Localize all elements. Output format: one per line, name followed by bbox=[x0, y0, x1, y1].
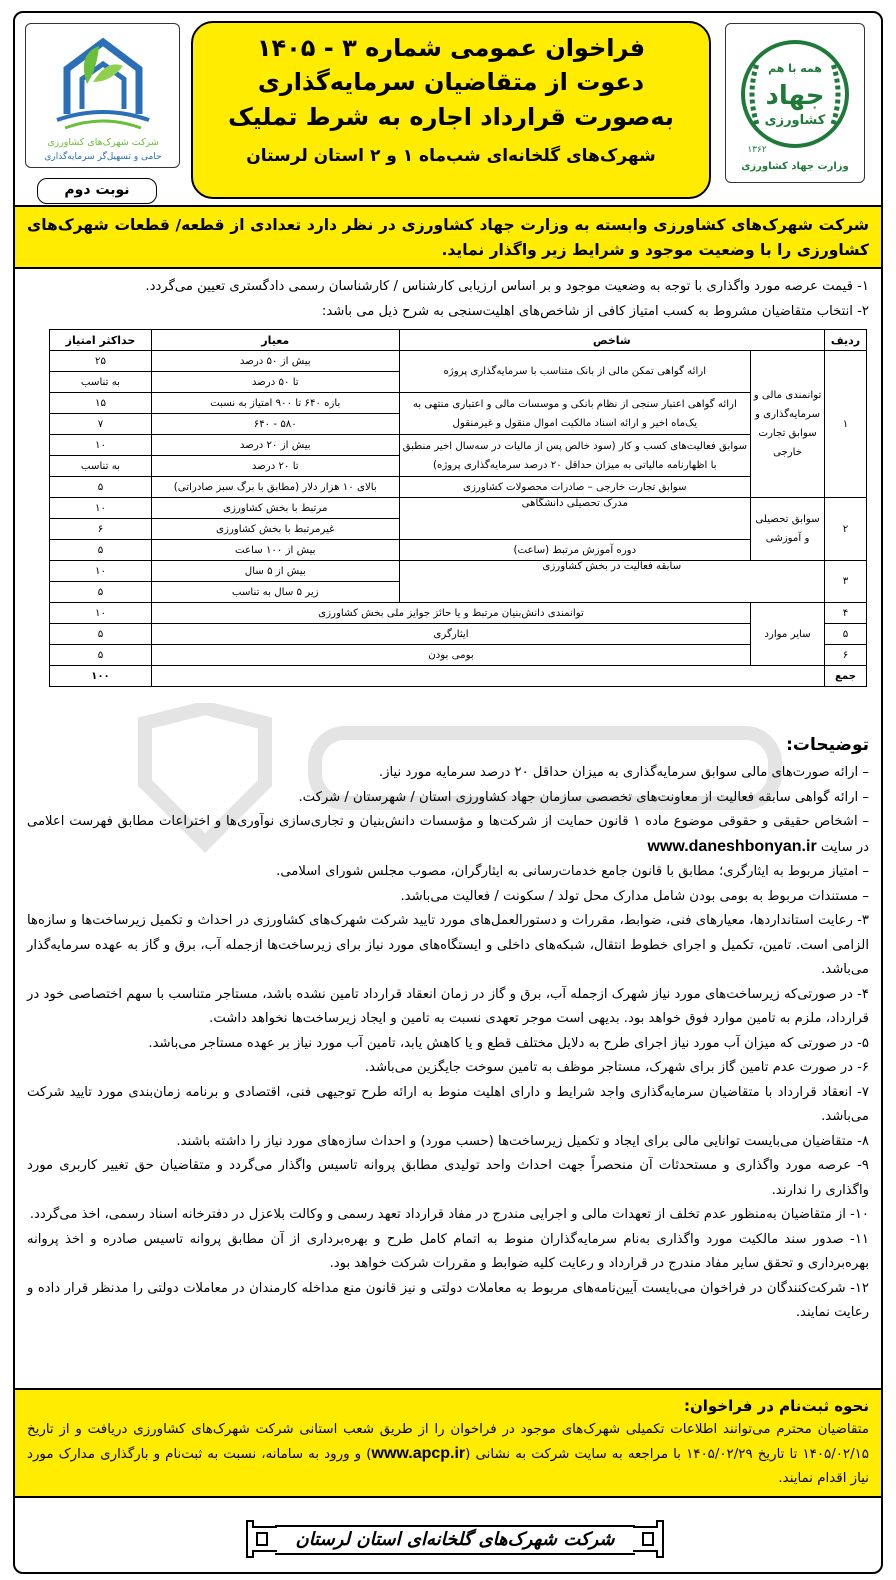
row-number: ۵ bbox=[825, 624, 867, 645]
row-criterion: بیش از ۲۰ درصد bbox=[151, 435, 399, 456]
towns-subtitle: شهرک‌های گلخانه‌ای شب‌ماه ۱ و ۲ استان لرستان bbox=[246, 146, 656, 166]
svg-text:همه با هم: همه با هم bbox=[768, 62, 822, 75]
table-row bbox=[50, 351, 867, 372]
row-criterion: بالای ۱۰ هزار دلار (مطابق با برگ سبز صادراتی) bbox=[151, 477, 399, 498]
condition-12: ۱۲- شرکت‌کنندگان در فراخوان می‌بایست آیین‌نامه‌های مربوط به معاملات دولتی و نیز قانون منع مداخله کارمندان در معاملات دولتی را مدنظر قرار داده و رعایت نمایند. bbox=[27, 1280, 869, 1320]
condition-11: ۱۱- صدور سند مالکیت مورد واگذاری به‌نام سرمایه‌گذاران منوط به اتمام کامل طرح و بهره‌برداری از آن مطابق پروانه تاسیس صادره و اخذ پروانه بهره‌برداری و تحقق سایر مفاد مندرج در قرارداد و رعایت کلیه ضوابط و مقررات شرکت خواهد بود. bbox=[27, 1231, 869, 1271]
registration-body: متقاضیان محترم می‌توانند اطلاعات تکمیلی شهرک‌های موجود در فراخوان را از طریق شعب استانی شرکت شهرک‌های کشاورزی دریافت و از تاریخ ۱۴۰۵/۰۲/۱۵ تا تاریخ ۱۴۰۵/۰۲/۲۹ با مراجعه به سایت شرکت به نشانی (www.apcp.ir) و ورود به سامانه، نسبت به ثبت‌نام و بارگذاری مدارک مورد نیاز اقدام نمایند. bbox=[27, 1422, 869, 1486]
jahad-emblem-icon bbox=[727, 24, 864, 181]
row-criterion: بیش از ۱۰۰ ساعت bbox=[151, 540, 399, 561]
row-criterion: بیش از ۵۰ درصد bbox=[151, 351, 399, 372]
table-row bbox=[50, 624, 867, 645]
note-4: – امتیاز مربوط به ایثارگری؛ مطابق با قانون جامع خدمات‌رسانی به ایثارگران، مصوب مجلس شورای اسلامی. bbox=[276, 864, 869, 879]
announcement-number: فراخوان عمومی شماره ۳ - ۱۴۰۵ bbox=[256, 34, 646, 62]
ornament-left-icon bbox=[245, 1517, 279, 1561]
row-index: سوابق فعالیت‌های کسب و کار (سود خالص پس از مالیات در سه‌سال اخیر منطبق با اظهارنامه مالیاتی به میزان حداقل ۲۰ درصد سرمایه‌گذاری پروژه) bbox=[399, 435, 750, 477]
row-criterion: بازه ۶۴۰ تا ۹۰۰ امتیاز به نسبت bbox=[151, 393, 399, 414]
condition-5: ۵- در صورتی که میزان آب مورد نیاز اجرای طرح به دلایل مختلف قطع و یا کاهش یابد، تامین آب مورد نیاز بر عهده مستاجر می‌باشد. bbox=[148, 1035, 869, 1051]
table-header-row bbox=[50, 330, 867, 351]
daneshbonyan-link[interactable]: www.daneshbonyan.ir bbox=[647, 837, 817, 855]
row-number: ۱ bbox=[825, 351, 867, 498]
table-row bbox=[50, 435, 867, 456]
announcement-page bbox=[13, 11, 883, 1574]
row-index: ارائه گواهی تمکن مالی از بانک متناسب با سرمایه‌گذاری پروژه bbox=[399, 351, 750, 393]
row-max-score: ۱۰ bbox=[50, 435, 152, 456]
row-index: ایثارگری bbox=[151, 624, 750, 645]
row-max-score: ۱۰ bbox=[50, 498, 152, 519]
row-number: ۶ bbox=[825, 645, 867, 666]
total-spacer bbox=[151, 666, 824, 687]
note-5: – مستندات مربوط به بومی بودن شامل مدارک محل تولد / سکونت / فعالیت می‌باشد. bbox=[400, 888, 869, 904]
notes-and-conditions bbox=[15, 761, 881, 1326]
row-index: مدرک تحصیلی دانشگاهی bbox=[399, 498, 750, 540]
row-max-score: ۱۵ bbox=[50, 393, 152, 414]
header bbox=[15, 13, 881, 199]
svg-text:شرکت شهرک‌های کشاورزی: شرکت شهرک‌های کشاورزی bbox=[47, 137, 159, 148]
clause-1: ۱- قیمت عرصه مورد واگذاری با توجه به وضعیت موجود و بر اساس ارزیابی کارشناس / کارشناسان رسمی دادگستری تعیین می‌گردد. bbox=[145, 279, 869, 294]
row-criterion: ۵۸۰ - ۶۴۰ bbox=[151, 414, 399, 435]
row-index: سوابق تجارت خارجی – صادرات محصولات کشاورزی bbox=[399, 477, 750, 498]
note-3 bbox=[27, 810, 869, 860]
row-max-score: ۵ bbox=[50, 582, 152, 603]
header-radif: ردیف bbox=[825, 330, 867, 351]
row-index: ارائه گواهی اعتبار سنجی از نظام بانکی و موسسات مالی و اعتباری منتهی به یک‌ماه اخیر و ارائه اسناد مالکیت اموال منقول و غیرمنقول bbox=[399, 393, 750, 435]
contract-type-title: به‌صورت قرارداد اجاره به شرط تملیک bbox=[228, 103, 674, 131]
jahad-keshavarzi-logo bbox=[725, 23, 865, 183]
row-max-score: به تناسب bbox=[50, 372, 152, 393]
table-row bbox=[50, 477, 867, 498]
svg-text:وزارت جهاد کشاورزی: وزارت جهاد کشاورزی bbox=[741, 161, 849, 172]
condition-9: ۹- عرصه مورد واگذاری و مستحدثات آن منحصراً جهت احداث واحد تولیدی مطابق پروانه تاسیس واگذار می‌گردد و متقاضیان حق تغییر کاربری مورد واگذاری را ندارند. bbox=[27, 1158, 869, 1198]
row-index: دوره آموزش مرتبط (ساعت) bbox=[399, 540, 750, 561]
row-max-score: ۵ bbox=[50, 645, 152, 666]
condition-4: ۴- در صورتی‌که زیرساخت‌های مورد نیاز شهرک ازجمله آب، برق و گاز در زمان انعقاد قرارداد تامین نشده باشد، مستاجر متناسب با سهم اختصاصی خود در قرارداد، ملزم به تامین موارد فوق خواهد بود. بدیهی است موجر تعهدی نسبت به تامین و ایجاد زیرساخت‌ها نخواهد داشت. bbox=[27, 986, 869, 1026]
row-category: سایر موارد bbox=[751, 603, 825, 666]
row-criterion: مرتبط با بخش کشاورزی bbox=[151, 498, 399, 519]
table-row bbox=[50, 645, 867, 666]
row-max-score: ۶ bbox=[50, 519, 152, 540]
intro-paragraph: شرکت شهرک‌های کشاورزی وابسته به وزارت جهاد کشاورزی در نظر دارد تعدادی از قطعه/ قطعات شهرک‌های کشاورزی را با وضعیت موجود و شرایط زیر واگذار نماید. bbox=[15, 205, 881, 269]
row-max-score: به تناسب bbox=[50, 456, 152, 477]
svg-text:کشاورزی: کشاورزی bbox=[764, 113, 826, 128]
row-category: توانمندی مالی و سرمایه‌گذاری و سوابق تجارت خارجی bbox=[751, 351, 825, 498]
registration-section bbox=[15, 1388, 881, 1498]
table-row bbox=[50, 540, 867, 561]
row-max-score: ۷ bbox=[50, 414, 152, 435]
table-row bbox=[50, 498, 867, 519]
svg-text:جهاد: جهاد bbox=[765, 81, 825, 111]
table-total-row bbox=[50, 666, 867, 687]
invitation-title: دعوت از متقاضیان سرمایه‌گذاری bbox=[257, 68, 645, 96]
note-1: – ارائه صورت‌های مالی سوابق سرمایه‌گذاری به میزان حداقل ۲۰ درصد سرمایه مورد نیاز. bbox=[378, 765, 869, 780]
footer-company-name: شرکت شهرک‌های گلخانه‌ای استان لرستان bbox=[295, 1529, 615, 1550]
clauses-1-2 bbox=[15, 275, 881, 324]
ornament-right-icon bbox=[631, 1517, 665, 1561]
row-max-score: ۵ bbox=[50, 624, 152, 645]
condition-8: ۸- متقاضیان می‌بایست توانایی مالی برای ایجاد و تکمیل زیرساخت‌ها (حسب مورد) و احداث سازه‌های مورد نیاز را داشته باشند. bbox=[176, 1133, 869, 1149]
total-label: جمع bbox=[825, 666, 867, 687]
round-badge: نوبت دوم bbox=[37, 178, 157, 204]
registration-text-2: و ورود به سامانه، نسبت به ثبت‌نام و بارگذاری مدارک مورد نیاز اقدام نمایند. bbox=[27, 1447, 869, 1486]
condition-6: ۶- در صورت عدم تامین گاز برای شهرک، مستاجر موظف به تامین سوخت جایگزین می‌باشد. bbox=[364, 1060, 869, 1075]
total-value: ۱۰۰ bbox=[50, 666, 152, 687]
row-number: ۳ bbox=[825, 561, 867, 603]
condition-7: ۷- انعقاد قرارداد با متقاضیان سرمایه‌گذاری واجد شرایط و دارای اهلیت منوط به ارائه طرح توجیهی فنی، اقتصادی و برنامه زمان‌بندی مورد تایید شرکت می‌باشد. bbox=[27, 1084, 869, 1124]
svg-text:۱۳۶۲: ۱۳۶۲ bbox=[747, 145, 767, 155]
header-max-score: حداکثر امتیاز bbox=[50, 330, 152, 351]
registration-text-1: متقاضیان محترم می‌توانند اطلاعات تکمیلی شهرک‌های موجود در فراخوان را از طریق شعب استانی شرکت شهرک‌های کشاورزی دریافت و از تاریخ ۱۴۰۵/۰۲/۱۵ تا تاریخ ۱۴۰۵/۰۲/۲۹ با مراجعه به سایت شرکت به نشانی bbox=[27, 1422, 869, 1462]
header-criterion: معیار bbox=[151, 330, 399, 351]
condition-3: ۳- رعایت استانداردها، معیارهای فنی، ضوابط، مقررات و دستورالعمل‌های مورد تایید شرکت شهرک‌های کشاورزی در احداث و تکمیل زیرساخت‌ها و سازه‌ها الزامی است. تامین، تکمیل و اجرای خطوط انتقال، شبکه‌های داخلی و ایستگاه‌های مورد نیاز برای زیرساخت‌ها ازجمله آب، برق و گاز به عهده سرمایه‌گذار می‌باشد. bbox=[27, 913, 869, 977]
eligibility-criteria-table bbox=[49, 329, 867, 687]
registration-title: نحوه ثبت‌نام در فراخوان: bbox=[683, 1397, 869, 1415]
note-2: – ارائه گواهی سابقه فعالیت از معاونت‌های تخصصی سازمان جهاد کشاورزی استان / شهرستان / شرکت. bbox=[298, 789, 869, 805]
row-max-score: ۵ bbox=[50, 540, 152, 561]
row-max-score: ۱۰ bbox=[50, 603, 152, 624]
row-criterion: غیرمرتبط با بخش کشاورزی bbox=[151, 519, 399, 540]
table-row bbox=[50, 603, 867, 624]
row-max-score: ۱۰ bbox=[50, 561, 152, 582]
row-category: سوابق تحصیلی و آموزشی bbox=[751, 498, 825, 561]
clause-2: ۲- انتخاب متقاضیان مشروط به کسب امتیاز کافی از شاخص‌های اهلیت‌سنجی به شرح ذیل می باشد: bbox=[321, 303, 869, 319]
notes-title: توضیحات: bbox=[786, 735, 869, 755]
row-number: ۲ bbox=[825, 498, 867, 561]
title-box bbox=[191, 21, 711, 199]
row-index: بومی بودن bbox=[151, 645, 750, 666]
row-index: توانمندی دانش‌بنیان مرتبط و یا حائز جوایز ملی بخش کشاورزی bbox=[151, 603, 750, 624]
row-max-score: ۲۵ bbox=[50, 351, 152, 372]
row-criterion: زیر ۵ سال به تناسب bbox=[151, 582, 399, 603]
footer bbox=[245, 1513, 665, 1565]
apcp-link[interactable]: www.apcp.ir bbox=[371, 1445, 466, 1462]
row-criterion: تا ۵۰ درصد bbox=[151, 372, 399, 393]
row-index: سابقه فعالیت در بخش کشاورزی bbox=[399, 561, 824, 603]
condition-10: ۱۰- از متقاضیان به‌منظور عدم تخلف از تعهدات مالی و اجرایی مندرج در مفاد قرارداد تعهد رسمی و وکالت بلاعزل در دفترخانه اسناد رسمی، اخذ می‌گردد. bbox=[29, 1207, 869, 1222]
greenhouse-logo-icon bbox=[27, 24, 179, 166]
row-criterion: تا ۲۰ درصد bbox=[151, 456, 399, 477]
agri-towns-company-logo bbox=[25, 23, 180, 168]
row-number: ۴ bbox=[825, 603, 867, 624]
header-index: شاخص bbox=[399, 330, 824, 351]
table-row bbox=[50, 393, 867, 414]
table-row bbox=[50, 561, 867, 582]
row-criterion: بیش از ۵ سال bbox=[151, 561, 399, 582]
row-max-score: ۵ bbox=[50, 477, 152, 498]
note-3-text: – اشخاص حقیقی و حقوقی موضوع ماده ۱ قانون حمایت از شرکت‌ها و مؤسسات دانش‌بنیان و تجاری‌سازی نوآوری‌ها و اختراعات مطابق فهرست اعلامی در سایت bbox=[27, 814, 869, 855]
svg-text:حامی و تسهیل‌گر سرمایه‌گذاری: حامی و تسهیل‌گر سرمایه‌گذاری bbox=[44, 152, 162, 162]
